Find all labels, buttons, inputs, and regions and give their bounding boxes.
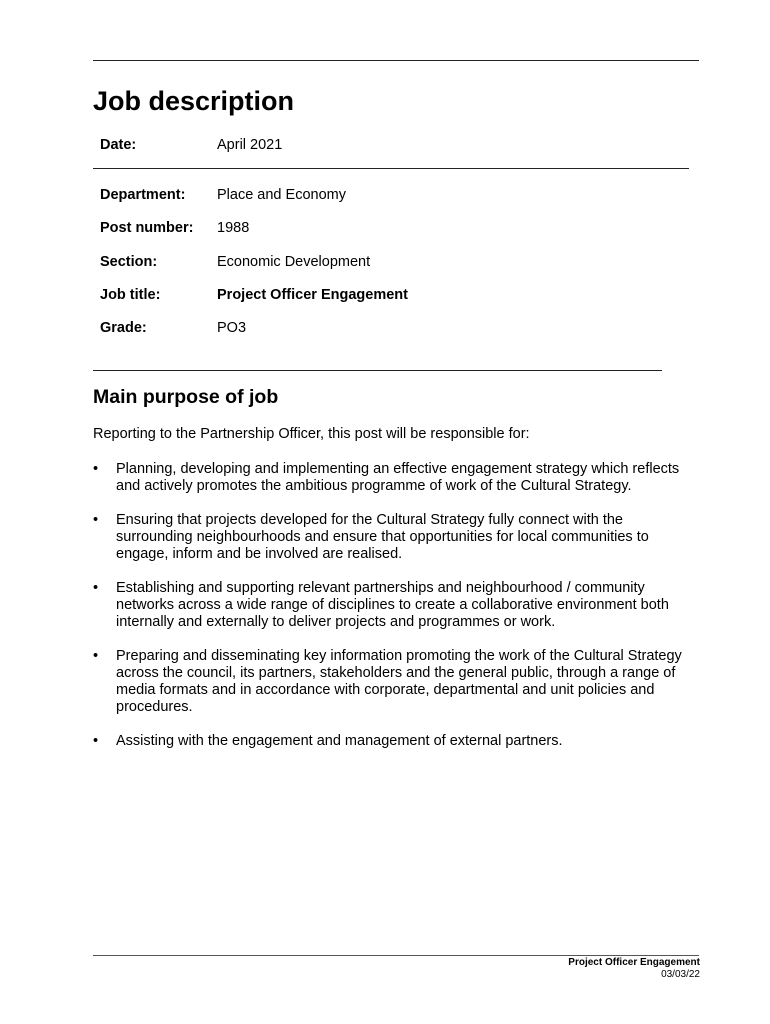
page-footer <box>568 957 700 981</box>
list-item <box>93 648 693 716</box>
date-divider <box>93 168 689 169</box>
grade-value: PO3 <box>217 320 247 336</box>
list-item-text: Ensuring that projects developed for the Cultural Strategy fully connect with the surrounding neighbourhoods and ensure that opportunities for local communities to engage, inform and be involved are realised. <box>116 512 649 562</box>
list-item <box>93 461 693 495</box>
list-item <box>93 733 693 750</box>
department-value: Place and Economy <box>217 187 346 203</box>
date-label: Date: <box>100 137 137 153</box>
section-value: Economic Development <box>217 254 371 270</box>
bullet-icon: • <box>93 733 99 749</box>
list-item-text: Assisting with the engagement and management of external partners. <box>116 733 563 749</box>
footer-title: Project Officer Engagement <box>568 957 700 968</box>
bullet-icon: • <box>93 512 99 528</box>
details-divider <box>93 370 662 371</box>
post-number-value: 1988 <box>217 220 250 236</box>
responsibilities-list <box>93 461 693 767</box>
list-item <box>93 580 693 631</box>
section-label: Section: <box>100 254 158 270</box>
purpose-heading: Main purpose of job <box>93 386 279 408</box>
job-title-value: Project Officer Engagement <box>217 287 408 303</box>
page-title: Job description <box>93 86 295 116</box>
post-number-label: Post number: <box>100 220 194 236</box>
bullet-icon: • <box>93 648 99 664</box>
footer-date: 03/03/22 <box>661 969 700 980</box>
bullet-icon: • <box>93 461 99 477</box>
date-value: April 2021 <box>217 137 283 153</box>
list-item-text: Planning, developing and implementing an effective engagement strategy which reflects and actively promotes the ambitious programme of work of the Cultural Strategy. <box>116 461 680 494</box>
department-label: Department: <box>100 187 186 203</box>
job-title-label: Job title: <box>100 287 161 303</box>
intro-text: Reporting to the Partnership Officer, this post will be responsible for: <box>93 426 530 442</box>
list-item-text: Establishing and supporting relevant partnerships and neighbourhood / community networks across a wide range of disciplines to create a collaborative environment both internally and externally to deliver projects and programmes or work. <box>116 580 669 630</box>
footer-rule <box>93 955 699 956</box>
grade-label: Grade: <box>100 320 147 336</box>
bullet-icon: • <box>93 580 99 596</box>
list-item-text: Preparing and disseminating key information promoting the work of the Cultural Strategy across the council, its partners, stakeholders and the general public, through a range of media formats and in accordance with corporate, departmental and unit policies and procedures. <box>116 648 682 715</box>
top-rule <box>93 60 699 61</box>
list-item <box>93 512 693 563</box>
